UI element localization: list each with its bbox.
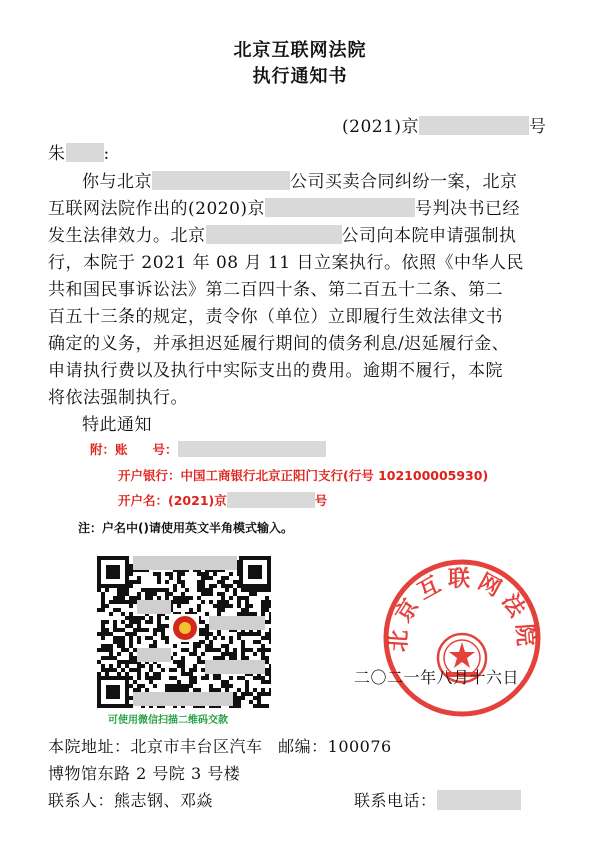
payment-qr-code[interactable] — [97, 556, 271, 708]
bank-value: 中国工商银行北京正阳门支行(行号 102100005930) — [180, 468, 489, 483]
address-line-2: 博物馆东路 2 号院 3 号楼 — [48, 764, 241, 783]
redacted-judgment-number — [265, 198, 415, 217]
qr-caption: 可使用微信扫描二维码交款 — [108, 715, 228, 726]
redacted-name — [66, 143, 104, 162]
body-line-4: 行，本院于 2021 年 08 月 11 日立案执行。依照《中华人民 — [48, 253, 524, 273]
case-number — [342, 115, 547, 139]
body-line-6: 百五十三条的规定，责令你（单位）立即履行生效法律文书 — [48, 307, 503, 327]
postcode-value: 100076 — [327, 737, 392, 756]
body-text: 公司买卖合同纠纷一案，北京 — [290, 172, 518, 192]
bank-label: 开户银行： — [118, 468, 181, 483]
account-name-suffix: 号 — [314, 493, 328, 508]
account-label: 附：账 号： — [90, 442, 178, 457]
seal-image — [376, 550, 546, 720]
bank-line — [118, 466, 488, 484]
addressee — [48, 142, 110, 166]
phone-line — [354, 788, 521, 811]
account-name-prefix: (2021)京 — [168, 493, 227, 508]
body-line-1 — [82, 170, 518, 194]
redacted-account-name — [227, 492, 315, 508]
issue-date: 二〇二一年八月十六日 — [354, 668, 520, 687]
account-name-line — [118, 491, 327, 509]
address-line-1 — [48, 734, 392, 757]
body-line-9: 将依法强制执行。 — [48, 388, 188, 408]
account-name-label: 开户名： — [118, 493, 169, 508]
body-text: 公司向本院申请强制执 — [341, 226, 517, 246]
contacts-label: 联系人： — [48, 791, 115, 810]
address-value: 北京市丰台区汽车 — [130, 737, 263, 756]
body-text: 号判决书已经 — [415, 199, 521, 219]
postcode-label: 邮编： — [278, 737, 328, 756]
redacted-phone — [437, 790, 521, 810]
body-line-3 — [48, 224, 517, 248]
svg-text:北京互联网法院: 北京互联网法院 — [385, 566, 539, 653]
case-number-prefix: (2021)京 — [342, 117, 420, 137]
redacted-company — [152, 171, 290, 190]
document-type: 执行通知书 — [252, 66, 348, 87]
court-name: 北京互联网法院 — [233, 40, 367, 61]
court-seal — [376, 550, 546, 720]
notice-text: 特此通知 — [82, 415, 152, 435]
qr-code-image — [97, 556, 271, 708]
body-text: 你与北京 — [82, 172, 152, 192]
address-label: 本院地址： — [48, 737, 131, 756]
redacted-company — [206, 225, 342, 244]
contacts-line — [48, 788, 213, 811]
phone-label: 联系电话： — [354, 791, 437, 810]
body-line-7: 确定的义务，并承担迟延履行期间的债务利息/迟延履行金、 — [48, 334, 510, 354]
redacted-account-number — [178, 441, 326, 457]
body-line-8: 申请执行费以及执行中实际支出的费用。逾期不履行，本院 — [48, 361, 503, 381]
case-number-suffix: 号 — [529, 117, 547, 137]
input-note: 注：户名中()请使用英文半角模式输入。 — [78, 521, 293, 535]
addressee-surname: 朱 — [48, 144, 66, 164]
redacted-case-number — [419, 116, 529, 135]
body-text: 发生法律效力。北京 — [48, 226, 206, 246]
contacts-value: 熊志钢、邓焱 — [114, 791, 214, 810]
body-line-5: 共和国民事诉讼法》第二百四十条、第二百五十二条、第二 — [48, 280, 503, 300]
body-text: 互联网法院作出的(2020)京 — [48, 199, 266, 219]
account-line — [90, 440, 326, 458]
body-line-2 — [48, 197, 520, 221]
addressee-colon: : — [103, 144, 110, 164]
